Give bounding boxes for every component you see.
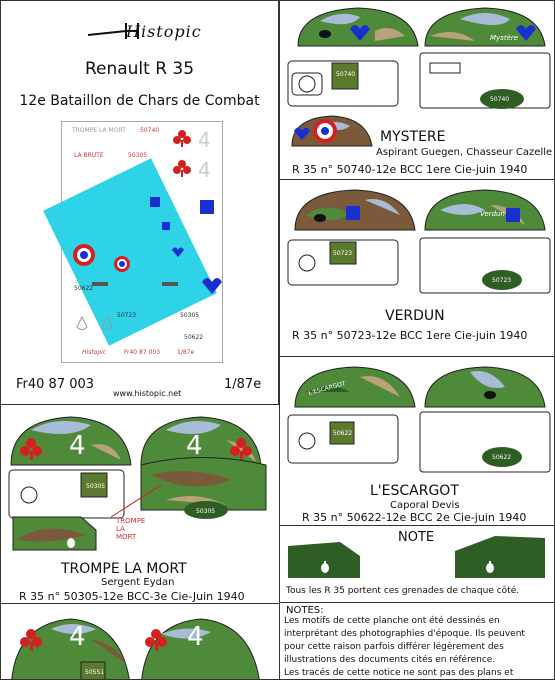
bottom-number: 50551 [85, 669, 105, 676]
square-insignia-icon [346, 206, 360, 220]
mystere-info: R 35 n° 50740-12e BCC 1ere Cie-juin 1940 [292, 163, 528, 176]
hull-side-icon [455, 536, 545, 578]
trompe-turret-number-right: 4 [186, 431, 203, 461]
grenade-icon [67, 538, 75, 548]
verdun-number: 50723 [333, 250, 353, 257]
trompe-hull-text: TROMPE LA MORT [116, 517, 146, 541]
sheet-footer-logo: Histopic [82, 349, 107, 356]
verdun-turret-text: Verdun [480, 210, 505, 218]
square-insignia-icon [200, 200, 214, 214]
trompe-number: 50305 [86, 483, 106, 490]
notes-line: interprétant des photographies d'époque. Ils peuvent [284, 629, 525, 639]
website: www.histopic.net [113, 389, 182, 398]
trompe-number-right: 50305 [196, 508, 216, 515]
mystere-crew: Aspirant Guegen, Chasseur Cazelle [376, 147, 553, 158]
mystere-name: MYSTERE [380, 129, 446, 145]
sheet-label: TROMPE LA MORT [72, 127, 126, 134]
bottom-turret-number-right: 4 [187, 622, 204, 652]
trompe-info: R 35 n° 50305-12e BCC-3e Cie-Juin 1940 [19, 590, 245, 603]
sheet-footer-scale: 1/87e [177, 349, 195, 356]
mystere-turret-text: Mystère [490, 34, 519, 42]
verdun-info: R 35 n° 50723-12e BCC 1ere Cie-juin 1940 [292, 329, 528, 342]
svg-text:4: 4 [198, 158, 211, 182]
escargot-crew: Caporal Devis [390, 500, 460, 511]
square-insignia-icon [150, 197, 160, 207]
notes-line: Les motifs de cette planche ont été dessinés en [284, 616, 500, 626]
product-ref: Fr40 87 003 [16, 377, 95, 392]
page-title: Renault R 35 [84, 59, 195, 79]
sheet-label: 50305 [180, 312, 200, 319]
hull-outline-icon [420, 412, 550, 472]
bottom-illustrations [1, 604, 280, 680]
turret-camo-icon [295, 367, 415, 407]
verdun-name: VERDUN [385, 308, 445, 324]
square-insignia-icon [506, 208, 520, 222]
trompe-name: TROMPE LA MORT [61, 561, 187, 577]
heart-icon [172, 248, 184, 258]
histopic-logo [86, 19, 202, 45]
turret-camo-icon [425, 8, 545, 46]
notes-panel [279, 602, 555, 680]
square-insignia-icon [162, 222, 170, 230]
mystere-panel [279, 0, 555, 180]
sheet-label: 50740 [140, 127, 160, 134]
mystere-number: 50740 [336, 71, 356, 78]
mystere-number-right: 50740 [490, 96, 510, 103]
page-subtitle: 12e Bataillon de Chars de Combat [19, 93, 260, 109]
trompe-crew: Sergent Eydan [101, 577, 175, 588]
notes-title: NOTES: [286, 605, 324, 616]
sheet-label: 50723 [117, 312, 137, 319]
spade-icon [102, 317, 112, 330]
trompe-panel [0, 404, 280, 604]
sheet-label: 50622 [184, 334, 204, 341]
roundel-icon [73, 244, 95, 266]
trompe-turret-number: 4 [69, 431, 86, 461]
sheet-footer-ref: Fr40 87 003 [124, 349, 161, 356]
decal-sheet [61, 121, 223, 363]
verdun-number-right: 50723 [492, 277, 512, 284]
roundel-icon [313, 119, 337, 143]
spade-icon [77, 317, 87, 330]
sheet-label: 50305 [128, 152, 148, 159]
sheet-label: 50622 [74, 285, 94, 292]
club-icon [173, 130, 191, 147]
heart-icon [202, 278, 222, 294]
notes-line: illustrations des documents cités en référence. [284, 655, 496, 665]
note-panel [279, 525, 555, 603]
bottom-tank-panel [0, 603, 280, 680]
sheet-label: LA BRUTE [74, 152, 104, 159]
scale-label: 1/87e [224, 377, 262, 392]
escargot-turret-text: L'ESCARGOT [307, 380, 347, 397]
escargot-info: R 35 n° 50622-12e BCC 2e Cie-juin 1940 [302, 511, 527, 524]
bottom-turret-number: 4 [69, 622, 86, 652]
notes-line: Les tracés de cette notice ne sont pas des plans et [284, 668, 514, 678]
escargot-panel [279, 356, 555, 526]
roundel-icon [114, 256, 130, 272]
club-icon [173, 160, 191, 177]
notes-line: pour cette raison parfois différer légèrement des [284, 642, 504, 652]
note-title: NOTE [398, 530, 435, 545]
escargot-number: 50622 [333, 430, 353, 437]
header-panel [0, 0, 279, 405]
note-text: Tous les R 35 portent ces grenades de chaque côté. [286, 586, 520, 596]
logo-text: Histopic [126, 22, 202, 41]
svg-text:4: 4 [198, 128, 211, 152]
verdun-panel [279, 179, 555, 357]
escargot-name: L'ESCARGOT [370, 483, 459, 499]
escargot-number-right: 50622 [492, 454, 512, 461]
turret-camo-icon [425, 367, 545, 407]
